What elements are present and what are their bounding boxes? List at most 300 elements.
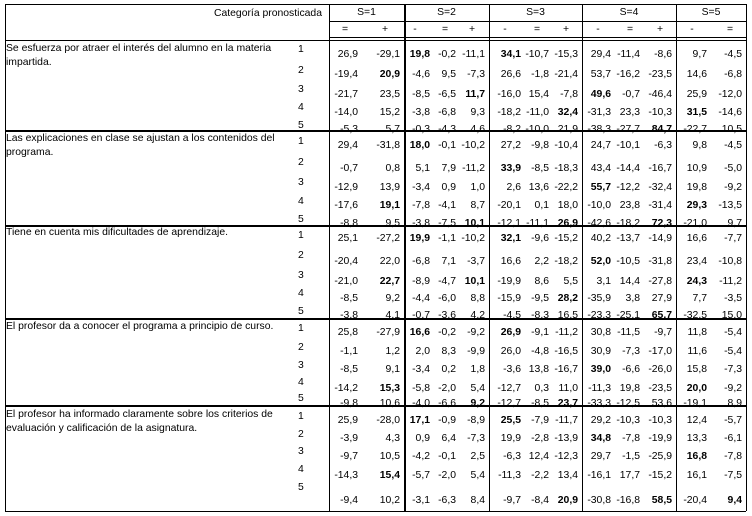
table-cell: -19,9 [648,433,672,444]
table-cell: -12,0 [718,89,742,100]
table-cell: -27,7 [616,124,640,135]
table-cell: -3,4 [412,182,430,193]
table-cell: -4,5 [503,310,521,321]
table-cell: 19,8 [686,182,707,193]
table-cell: -35,9 [587,293,611,304]
table-cell: -19,9 [497,276,521,287]
table-cell: 7,9 [441,163,456,174]
table-cell: -5,4 [724,327,742,338]
table-cell: 8,9 [727,398,742,409]
table-cell: 25,8 [337,327,358,338]
table-cell: -4,2 [412,451,430,462]
table-cell: -11,3 [588,383,611,394]
sign-header: = [341,24,349,35]
table-cell: -11,2 [719,276,742,287]
table-cell: 23,7 [557,398,578,409]
table-cell: 11,6 [687,346,707,357]
category-number: 1 [298,323,304,334]
table-cell: -7,7 [724,233,742,244]
table-cell: -3,8 [412,218,430,229]
table-cell: -16,7 [554,364,578,375]
table-cell: 8,8 [470,293,485,304]
table-cell: -10,0 [587,200,611,211]
row-rule [329,21,746,22]
table-cell: -0,2 [438,327,456,338]
table-cell: -4,5 [724,49,742,60]
table-cell: -42,6 [587,218,611,229]
table-cell: -9,7 [654,327,672,338]
table-cell: 24,7 [590,140,611,151]
table-cell: -10,3 [648,107,672,118]
table-cell: 31,5 [686,107,707,118]
table-cell: -17,6 [334,200,358,211]
table-cell: -10,4 [554,140,578,151]
table-cell: 20,0 [686,383,707,394]
category-number: 1 [298,44,304,55]
table-cell: 8,3 [441,346,456,357]
row-rule [5,511,746,512]
table-cell: 43,4 [590,163,611,174]
category-number: 5 [298,393,304,404]
table-cell: 19,8 [619,383,640,394]
table-cell: 9,2 [385,293,400,304]
table-cell: -12,9 [334,182,358,193]
sign-header: = [441,24,449,35]
table-cell: 5,1 [415,163,430,174]
table-cell: 26,9 [337,49,358,60]
s-group-header: S=5 [701,7,721,18]
table-cell: -0,9 [438,415,456,426]
table-cell: -16,8 [616,495,640,506]
table-cell: 12,4 [528,451,549,462]
category-number: 4 [298,377,304,388]
table-cell: -10,3 [616,415,640,426]
table-cell: -4,7 [438,276,456,287]
table-cell: -8,8 [340,218,358,229]
table-cell: -11,2 [462,163,485,174]
row-rule [329,37,746,38]
table-cell: 26,9 [557,218,578,229]
category-number: 1 [298,230,304,241]
table-cell: -7,9 [531,415,549,426]
table-cell: -1,1 [438,233,456,244]
table-cell: 30,8 [590,327,611,338]
table-cell: -14,9 [648,233,672,244]
table-cell: -9,4 [340,495,358,506]
table-cell: 13,4 [557,470,578,481]
table-cell: -2,0 [438,470,456,481]
table-cell: -23,5 [648,69,672,80]
table-cell: -9,7 [340,451,358,462]
category-number: 2 [298,429,304,440]
table-cell: -6,0 [438,293,456,304]
table-cell: 6,4 [441,433,456,444]
item-label: Las explicaciones en clase se ajustan a los contenidos del programa. [6,133,275,158]
table-cell: -12,5 [616,398,640,409]
table-cell: -46,4 [648,89,672,100]
table-cell: 15,4 [528,89,549,100]
sign-header: = [626,24,634,35]
table-cell: -13,9 [554,433,578,444]
table-cell: -29,1 [376,49,400,60]
table-cell: 9,7 [727,218,742,229]
table-cell: 0,1 [534,200,549,211]
table-cell: 20,9 [379,69,400,80]
table-cell: -11,1 [526,218,549,229]
table-cell: 27,2 [500,140,521,151]
table-cell: 9,4 [727,495,742,506]
table-cell: -15,2 [648,470,672,481]
table-cell: -1,5 [622,451,640,462]
category-number: 4 [298,288,304,299]
table-cell: -6,5 [438,89,456,100]
table-cell: -21,0 [334,276,358,287]
s-group-header: S=1 [357,7,376,18]
table-cell: 14,6 [686,69,707,80]
table-cell: 0,9 [415,433,430,444]
table-cell: -5,3 [340,124,358,135]
table-cell: 11,7 [465,89,485,100]
table-cell: -22,7 [683,124,707,135]
table-cell: 23,4 [686,256,707,267]
table-cell: 16,6 [686,233,707,244]
sign-header: = [726,24,734,35]
table-cell: 34,8 [590,433,611,444]
table-cell: 32,1 [500,233,521,244]
table-cell: -7,5 [438,218,456,229]
table-cell: 19,8 [409,49,430,60]
table-cell: 13,9 [379,182,400,193]
table-cell: -8,5 [412,89,430,100]
row-rule [5,4,746,5]
sign-header: + [468,24,476,35]
table-cell: -18,2 [616,218,640,229]
table-cell: -4,3 [438,124,456,135]
table-cell: 84,7 [651,124,672,135]
table-cell: 5,7 [385,124,400,135]
table-cell: -27,9 [376,327,400,338]
table-cell: -16,5 [554,346,578,357]
table-cell: -18,2 [554,256,578,267]
table-cell: -11,5 [617,327,640,338]
table-cell: 11,8 [687,327,707,338]
table-cell: 33,9 [500,163,521,174]
table-cell: -7,8 [622,433,640,444]
category-number: 3 [298,446,304,457]
table-cell: 1,8 [470,364,485,375]
table-cell: -6,8 [412,256,430,267]
table-cell: -0,1 [438,140,456,151]
sign-header: - [690,24,694,35]
table-cell: 10,1 [464,218,485,229]
table-cell: 26,6 [500,69,521,80]
category-number: 3 [298,84,304,95]
table-cell: -8,4 [531,495,549,506]
table-cell: 9,5 [385,218,400,229]
item-label: Se esfuerza por atraer el interés del alumno en la materia impartida. [6,43,272,68]
category-number: 1 [298,136,304,147]
table-cell: -7,3 [724,364,742,375]
sign-header: - [503,24,507,35]
sign-header: + [381,24,389,35]
sign-header: - [413,24,417,35]
table-cell: 13,6 [528,182,549,193]
table-cell: -9,7 [503,495,521,506]
table-cell: 5,4 [470,383,485,394]
table-cell: -14,3 [334,470,358,481]
table-cell: -13,7 [616,233,640,244]
table-cell: -31,4 [648,200,672,211]
table-cell: -3,4 [412,364,430,375]
table-cell: 65,7 [651,310,672,321]
table-cell: -18,2 [497,107,521,118]
table-cell: -16,1 [587,470,611,481]
table-cell: -7,8 [412,200,430,211]
table-cell: 9,3 [470,107,485,118]
table-cell: -7,3 [467,433,485,444]
table-cell: 10,5 [379,451,400,462]
table-cell: 29,4 [337,140,358,151]
table-cell: -4,1 [438,200,456,211]
table-cell: -14,6 [718,107,742,118]
table-cell: 13,8 [528,364,549,375]
table-cell: 53,7 [590,69,611,80]
category-number: 3 [298,270,304,281]
table-cell: 2,5 [470,451,485,462]
table-cell: -2,8 [531,433,549,444]
sign-header: + [656,24,664,35]
table-cell: 26,9 [500,327,521,338]
s-group-header: S=2 [437,7,456,18]
table-cell: -3,1 [412,495,430,506]
table-cell: -9,6 [531,233,549,244]
table-cell: -7,8 [724,451,742,462]
table-cell: -16,7 [648,163,672,174]
table-cell: -8,5 [340,364,358,375]
s-group-header: S=3 [526,7,545,18]
table-cell: -3,9 [340,433,358,444]
table-cell: -10,7 [525,49,549,60]
sign-header: + [562,24,570,35]
table-cell: 39,0 [590,364,611,375]
table-cell: -6,8 [438,107,456,118]
table-cell: -9,5 [531,293,549,304]
sign-header: - [596,24,600,35]
table-cell: -32,5 [683,310,707,321]
table-cell: 11,0 [558,383,578,394]
table-cell: -31,8 [648,256,672,267]
category-number: 4 [298,102,304,113]
table-cell: -11,3 [498,470,521,481]
table-cell: -27,2 [376,233,400,244]
table-cell: 17,1 [409,415,430,426]
table-cell: 13,3 [686,433,707,444]
table-cell: 29,3 [686,200,707,211]
table-cell: -3,5 [724,293,742,304]
table-cell: -20,4 [683,495,707,506]
table-cell: 4,2 [470,310,485,321]
table-cell: -3,6 [503,364,521,375]
table-cell: -9,8 [340,398,358,409]
table-cell: -11,1 [462,49,485,60]
table-cell: -10,8 [718,256,742,267]
table-cell: 18,0 [557,200,578,211]
table-cell: -3,7 [467,256,485,267]
row-rule [5,40,746,41]
table-cell: -20,4 [334,256,358,267]
table-cell: 9,7 [692,49,707,60]
table-cell: -3,6 [438,310,456,321]
table-cell: -8,5 [531,398,549,409]
table-cell: -9,2 [724,383,742,394]
table-cell: -28,0 [376,415,400,426]
category-number: 2 [298,250,304,261]
table-cell: -9,1 [531,327,549,338]
table-cell: -17,0 [648,346,672,357]
category-header: Categoría pronosticada [213,8,322,19]
table-cell: 16,1 [686,470,707,481]
table-cell: 22,0 [379,256,400,267]
table-cell: -1,1 [340,346,358,357]
item-label: El profesor ha informado claramente sobre los criterios de evaluación y calificación de la asignatura. [6,409,273,434]
table-cell: -22,2 [554,182,578,193]
table-cell: -6,6 [622,364,640,375]
table-cell: 18,0 [409,140,430,151]
table-cell: 2,0 [415,346,430,357]
table-cell: 2,6 [506,182,521,193]
table-cell: 21,9 [557,124,578,135]
table-cell: -10,2 [461,233,485,244]
table-cell: 9,2 [470,398,485,409]
item-label: El profesor da a conocer el programa a principio de curso. [6,321,274,332]
category-number: 2 [298,342,304,353]
table-cell: -33,3 [587,398,611,409]
table-cell: 15,2 [379,107,400,118]
table-cell: 25,5 [500,415,521,426]
table-cell: -0,2 [438,49,456,60]
table-cell: 17,7 [619,470,640,481]
table-cell: 30,9 [590,346,611,357]
table-cell: -8,5 [531,163,549,174]
category-number: 1 [298,411,304,422]
table-cell: -19,1 [683,398,707,409]
table-cell: -4,6 [412,69,430,80]
table-cell: -21,4 [554,69,578,80]
table-cell: 7,1 [441,256,456,267]
table-cell: 23,3 [619,107,640,118]
table-cell: 15,0 [721,310,742,321]
table-cell: 7,7 [692,293,707,304]
table-cell: -7,5 [724,470,742,481]
table-cell: -2,2 [531,470,549,481]
column-rule [746,4,747,511]
table-cell: -23,5 [648,383,672,394]
table-cell: -27,8 [648,276,672,287]
table-cell: -6,3 [438,495,456,506]
category-number: 3 [298,360,304,371]
table-cell: 29,7 [590,451,611,462]
table-cell: -4,0 [412,398,430,409]
table-cell: 4,3 [385,433,400,444]
table-cell: -5,7 [412,470,430,481]
item-label: Tiene en cuenta mis dificultades de aprendizaje. [6,227,228,238]
table-cell: 19,1 [379,200,400,211]
table-cell: 15,3 [379,383,400,394]
table-cell: -12,3 [554,451,578,462]
category-number: 2 [298,157,304,168]
table-cell: 16,6 [500,256,521,267]
table-cell: 12,4 [686,415,707,426]
table-cell: -10,0 [525,124,549,135]
table-cell: -15,3 [554,49,578,60]
table-cell: 10,6 [379,398,400,409]
table-cell: -8,3 [531,310,549,321]
table-cell: -21,7 [334,89,358,100]
table-cell: 27,9 [651,293,672,304]
table-cell: -8,9 [467,415,485,426]
table-cell: 16,6 [409,327,430,338]
category-number: 5 [298,214,304,225]
table-cell: -5,8 [412,383,430,394]
table-cell: 4,6 [470,124,485,135]
table-cell: 0,9 [441,182,456,193]
table-cell: -10,1 [616,140,640,151]
table-cell: 4,1 [385,310,400,321]
table-cell: 32,4 [557,107,578,118]
table-cell: -11,2 [555,327,578,338]
table-cell: 16,5 [557,310,578,321]
table-cell: -4,5 [724,140,742,151]
table-cell: -12,1 [497,218,521,229]
table-cell: -12,7 [497,398,521,409]
table-cell: 10,2 [379,495,400,506]
table-cell: -14,2 [334,383,358,394]
table-cell: 9,1 [385,364,400,375]
category-number: 5 [298,482,304,493]
table-cell: -8,9 [412,276,430,287]
table-cell: -6,1 [724,433,742,444]
table-cell: 23,8 [619,200,640,211]
table-cell: 53,6 [651,398,672,409]
category-number: 5 [298,120,304,131]
table-cell: -5,0 [724,163,742,174]
table-cell: 14,4 [619,276,640,287]
table-cell: -12,2 [616,182,640,193]
table-cell: -31,3 [587,107,611,118]
table-cell: 9,5 [441,69,456,80]
table-cell: -16,2 [616,69,640,80]
table-cell: 0,3 [534,383,549,394]
table-cell: 1,2 [385,346,400,357]
table-cell: -25,1 [616,310,640,321]
category-number: 5 [298,306,304,317]
table-cell: 28,2 [557,293,578,304]
table-cell: -6,3 [654,140,672,151]
table-cell: -11,7 [555,415,578,426]
table-cell: 29,4 [590,49,611,60]
table-cell: 0,8 [385,163,400,174]
table-cell: 52,0 [590,256,611,267]
table-cell: 10,9 [686,163,707,174]
table-cell: -3,8 [340,310,358,321]
table-cell: -20,1 [497,200,521,211]
table-cell: -5,4 [724,346,742,357]
table-cell: -0,7 [412,310,430,321]
table-cell: 29,2 [590,415,611,426]
table-cell: 1,0 [470,182,485,193]
table-cell: -0,7 [340,163,358,174]
table-cell: 72,3 [651,218,672,229]
